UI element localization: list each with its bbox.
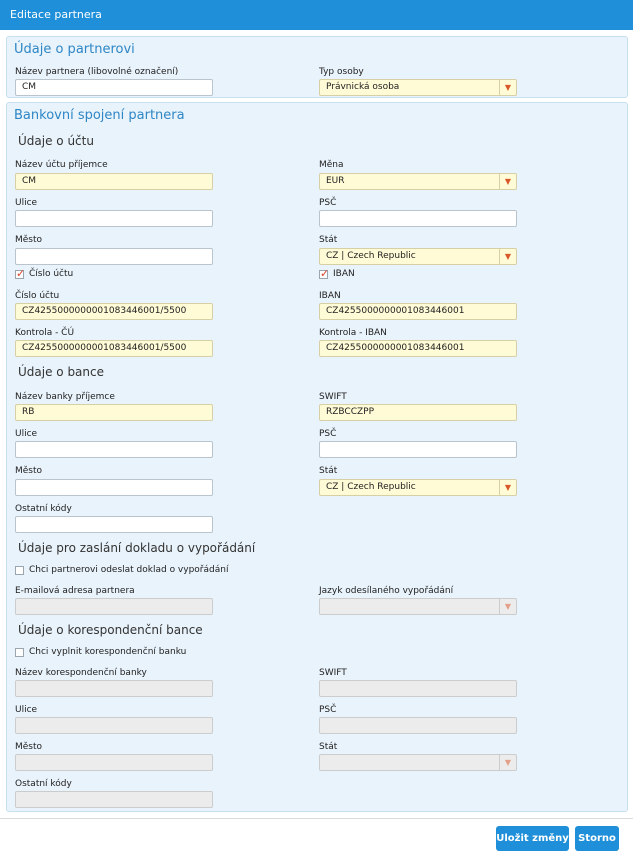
check-iban-label: Kontrola - IBAN — [319, 328, 387, 338]
bank-name-label: Název banky příjemce — [15, 392, 115, 402]
corr-street-input[interactable] — [15, 717, 213, 734]
chevron-down-icon: ▼ — [499, 80, 516, 95]
bank-other-codes-input[interactable] — [15, 516, 213, 533]
settlement-subtitle: Údaje pro zaslání dokladu o vypořádání — [18, 541, 256, 555]
iban-label: IBAN — [319, 291, 341, 301]
swift-label: SWIFT — [319, 392, 347, 402]
check-icon: ✓ — [16, 266, 26, 280]
bank-city-input[interactable] — [15, 479, 213, 496]
corr-bank-name-input[interactable] — [15, 680, 213, 697]
corr-city-label: Město — [15, 742, 43, 752]
zip-label: PSČ — [319, 198, 337, 208]
partner-name-input[interactable]: CM — [15, 79, 213, 96]
chevron-down-icon: ▼ — [499, 755, 516, 770]
chevron-down-icon: ▼ — [499, 174, 516, 189]
language-select[interactable] — [319, 598, 517, 615]
currency-value: EUR — [326, 176, 345, 186]
bank-section-title: Bankovní spojení partnera — [14, 108, 185, 123]
language-label: Jazyk odesílaného vypořádání — [319, 586, 454, 596]
corr-bank-subtitle: Údaje o korespondenční bance — [18, 623, 203, 637]
corr-swift-input[interactable] — [319, 680, 517, 697]
bank-country-value: CZ | Czech Republic — [326, 482, 416, 492]
bank-street-label: Ulice — [15, 429, 38, 439]
chevron-down-icon: ▼ — [499, 249, 516, 264]
iban-input[interactable]: CZ4255000000001083446001 — [319, 303, 517, 320]
chevron-down-icon: ▼ — [499, 480, 516, 495]
partner-panel — [6, 36, 628, 98]
corr-country-label: Stát — [319, 742, 338, 752]
bank-street-input[interactable] — [15, 441, 213, 458]
city-input[interactable] — [15, 248, 213, 265]
country-label: Stát — [319, 235, 338, 245]
bank-zip-input[interactable] — [319, 441, 517, 458]
save-button[interactable]: Uložit změny — [496, 826, 569, 851]
settlement-checkbox[interactable] — [15, 565, 228, 575]
country-value: CZ | Czech Republic — [326, 251, 416, 261]
account-number-checkbox-label: Číslo účtu — [29, 269, 74, 279]
partner-section-title: Údaje o partnerovi — [14, 42, 135, 57]
footer-divider — [0, 818, 633, 819]
corr-other-codes-input[interactable] — [15, 791, 213, 808]
check-iban-input[interactable]: CZ4255000000001083446001 — [319, 340, 517, 357]
person-type-value: Právnická osoba — [326, 82, 400, 92]
bank-panel — [6, 102, 628, 812]
person-type-select[interactable] — [319, 79, 517, 96]
account-number-label: Číslo účtu — [15, 291, 60, 301]
email-input[interactable] — [15, 598, 213, 615]
corr-city-input[interactable] — [15, 754, 213, 771]
chevron-down-icon: ▼ — [499, 599, 516, 614]
bank-city-label: Město — [15, 466, 43, 476]
corr-bank-checkbox[interactable] — [15, 647, 186, 657]
person-type-label: Typ osoby — [319, 67, 364, 77]
settlement-checkbox-label: Chci partnerovi odeslat doklad o vypořádání — [29, 565, 229, 575]
account-number-checkbox[interactable] — [15, 266, 74, 280]
account-subtitle: Údaje o účtu — [18, 134, 94, 148]
bank-other-codes-label: Ostatní kódy — [15, 504, 72, 514]
bank-info-subtitle: Údaje o bance — [18, 365, 104, 379]
corr-bank-checkbox-label: Chci vyplnit korespondenční banku — [29, 647, 187, 657]
email-label: E-mailová adresa partnera — [15, 586, 135, 596]
recipient-label: Název účtu příjemce — [15, 160, 108, 170]
check-account-label: Kontrola - ČÚ — [15, 328, 75, 338]
check-icon: ✓ — [320, 266, 330, 280]
check-account-input[interactable]: CZ4255000000001083446001/5500 — [15, 340, 213, 357]
bank-name-input[interactable]: RB — [15, 404, 213, 421]
street-input[interactable] — [15, 210, 213, 227]
recipient-input[interactable]: CM — [15, 173, 213, 190]
corr-street-label: Ulice — [15, 705, 38, 715]
bank-zip-label: PSČ — [319, 429, 337, 439]
corr-bank-name-label: Název korespondenční banky — [15, 668, 147, 678]
street-label: Ulice — [15, 198, 38, 208]
city-label: Město — [15, 235, 43, 245]
account-number-input[interactable]: CZ4255000000001083446001/5500 — [15, 303, 213, 320]
zip-input[interactable] — [319, 210, 517, 227]
corr-other-codes-label: Ostatní kódy — [15, 779, 72, 789]
corr-swift-label: SWIFT — [319, 668, 347, 678]
swift-input[interactable]: RZBCCZPP — [319, 404, 517, 421]
country-select[interactable] — [319, 248, 517, 265]
currency-label: Měna — [319, 160, 344, 170]
bank-country-select[interactable] — [319, 479, 517, 496]
corr-zip-input[interactable] — [319, 717, 517, 734]
corr-country-select[interactable] — [319, 754, 517, 771]
cancel-button[interactable]: Storno — [575, 826, 619, 851]
currency-select[interactable] — [319, 173, 517, 190]
window-title: Editace partnera — [0, 0, 633, 30]
bank-country-label: Stát — [319, 466, 338, 476]
iban-checkbox-label: IBAN — [333, 269, 355, 279]
corr-zip-label: PSČ — [319, 705, 337, 715]
iban-checkbox[interactable] — [319, 266, 355, 280]
partner-name-label: Název partnera (libovolné označení) — [15, 67, 179, 77]
